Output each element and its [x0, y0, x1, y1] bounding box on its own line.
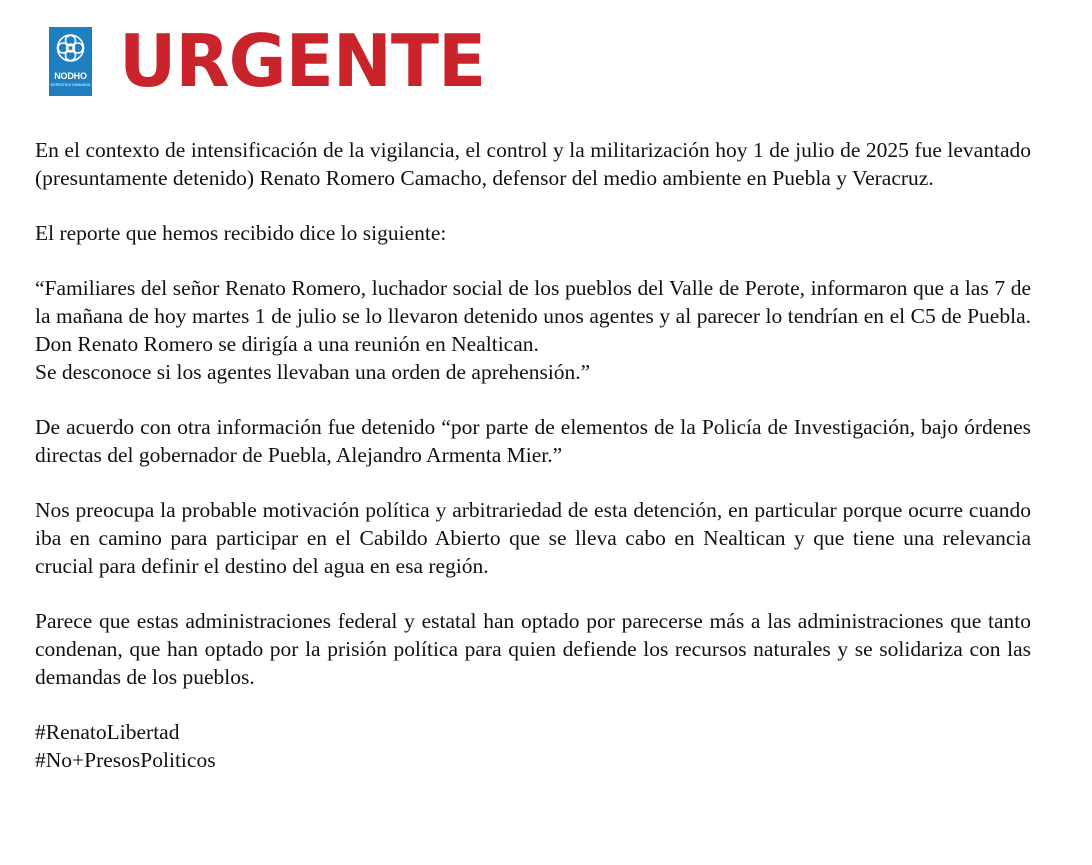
- article-body: [35, 136, 1031, 774]
- hashtags: [35, 718, 1031, 774]
- rings-icon: [49, 27, 92, 71]
- paragraph-3-line-2: Se desconoce si los agentes llevaban una orden de aprehensión.”: [35, 360, 591, 384]
- paragraph-3: [35, 274, 1031, 386]
- paragraph-4: De acuerdo con otra información fue detenido “por parte de elementos de la Policía de Investigación, bajo órdenes directas del gobernador de Puebla, Alejandro Armenta Mier.”: [35, 415, 1031, 467]
- paragraph-3-line-1: “Familiares del señor Renato Romero, luchador social de los pueblos del Valle de Perote, informaron que a las 7 de la mañana de hoy martes 1 de julio se lo llevaron detenido unos agentes y al parecer lo tendrían en el C5 de Puebla. Don Renato Romero se dirigía a una reunión en Nealtican.: [35, 276, 1031, 356]
- logo-subtitle: DERECHOS HUMANOS: [50, 83, 91, 87]
- hashtag: #RenatoLibertad: [35, 720, 180, 744]
- paragraph-6: Parece que estas administraciones federal y estatal han optado por parecerse más a las administraciones que tanto condenan, que han optado por la prisión política para quien defiende los recursos naturales y se solidariza con las demandas de los pueblos.: [35, 609, 1031, 689]
- nodho-logo: [49, 27, 92, 96]
- paragraph-5: Nos preocupa la probable motivación política y arbitrariedad de esta detención, en particular porque ocurre cuando iba en camino para participar en el Cabildo Abierto que se lleva cabo en Nealtican y que tiene una relevancia crucial para definir el destino del agua en esa región.: [35, 498, 1031, 578]
- paragraph-2: El reporte que hemos recibido dice lo siguiente:: [35, 221, 447, 245]
- hashtag: #No+PresosPoliticos: [35, 748, 216, 772]
- paragraph-1: En el contexto de intensificación de la vigilancia, el control y la militarización hoy 1 de julio de 2025 fue levantado (presuntamente detenido) Renato Romero Camacho, defensor del medio ambiente en Puebla y Veracruz.: [35, 138, 1031, 190]
- logo-name: NODHO: [54, 71, 87, 81]
- headline: URGENTE: [119, 19, 486, 103]
